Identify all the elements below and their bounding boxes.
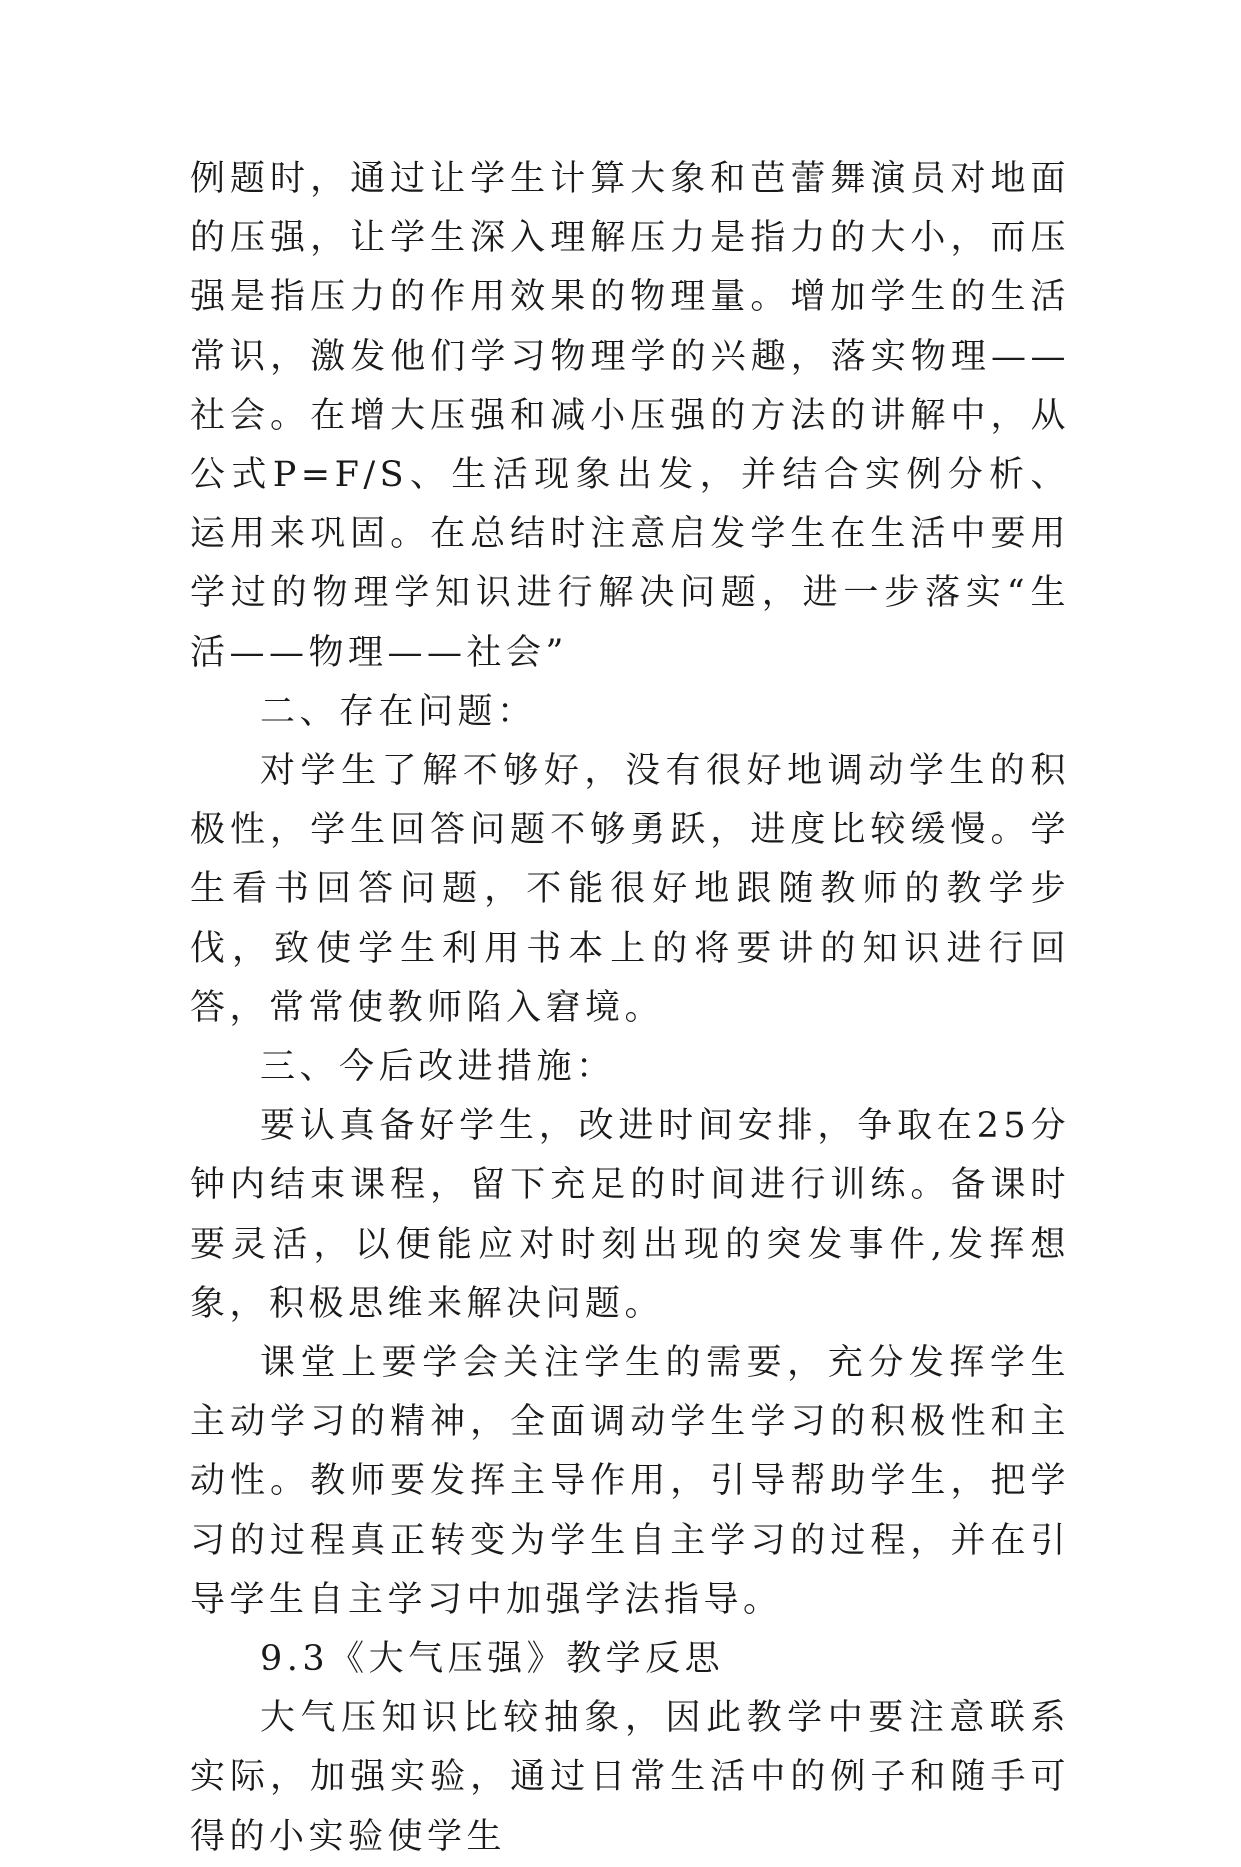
paragraph-atmospheric-pressure-intro: 大气压知识比较抽象，因此教学中要注意联系实际，加强实验，通过日常生活中的例子和随手可得的小实验使学生 xyxy=(190,1698,1070,1857)
paragraph-problems-description: 对学生了解不够好，没有很好地调动学生的积极性，学生回答问题不够勇跃，进度比较缓慢。学生看书回答问题，不能很好地跟随教师的教学步伐，致使学生利用书本上的将要讲的知识进行回答，常常使教师陷入窘境。 xyxy=(190,751,1070,1028)
paragraph-improvement-plan: 要认真备好学生，改进时间安排，争取在25分钟内结束课程，留下充足的时间进行训练。备课时要灵活，以便能应对时刻出现的突发事件,发挥想象，积极思维来解决问题。 xyxy=(190,1106,1070,1324)
paragraph-example-explanation: 例题时，通过让学生计算大象和芭蕾舞演员对地面的压强，让学生深入理解压力是指力的大小，而压强是指压力的作用效果的物理量。增加学生的生活常识，激发他们学习物理学的兴趣，落实物理——社会。在增大压强和减小压强的方法的讲解中，从公式P=F/S、生活现象出发，并结合实例分析、运用来巩固。在总结时注意启发学生在生活中要用学过的物理学知识进行解决问题，进一步落实“生活——物理——社会” xyxy=(190,159,1070,673)
paragraph-classroom-focus: 课堂上要学会关注学生的需要，充分发挥学生主动学习的精神，全面调动学生学习的积极性和主动性。教师要发挥主导作用，引导帮助学生，把学习的过程真正转变为学生自主学习的过程，并在引导学生自主学习中加强学法指导。 xyxy=(190,1343,1070,1620)
heading-improvement-measures: 三、今后改进措施： xyxy=(260,1047,616,1088)
heading-existing-problems: 二、存在问题： xyxy=(260,691,537,732)
document-body xyxy=(190,150,1070,1867)
section-title-atmospheric-pressure: 9.3《大气压强》教学反思 xyxy=(260,1639,725,1680)
